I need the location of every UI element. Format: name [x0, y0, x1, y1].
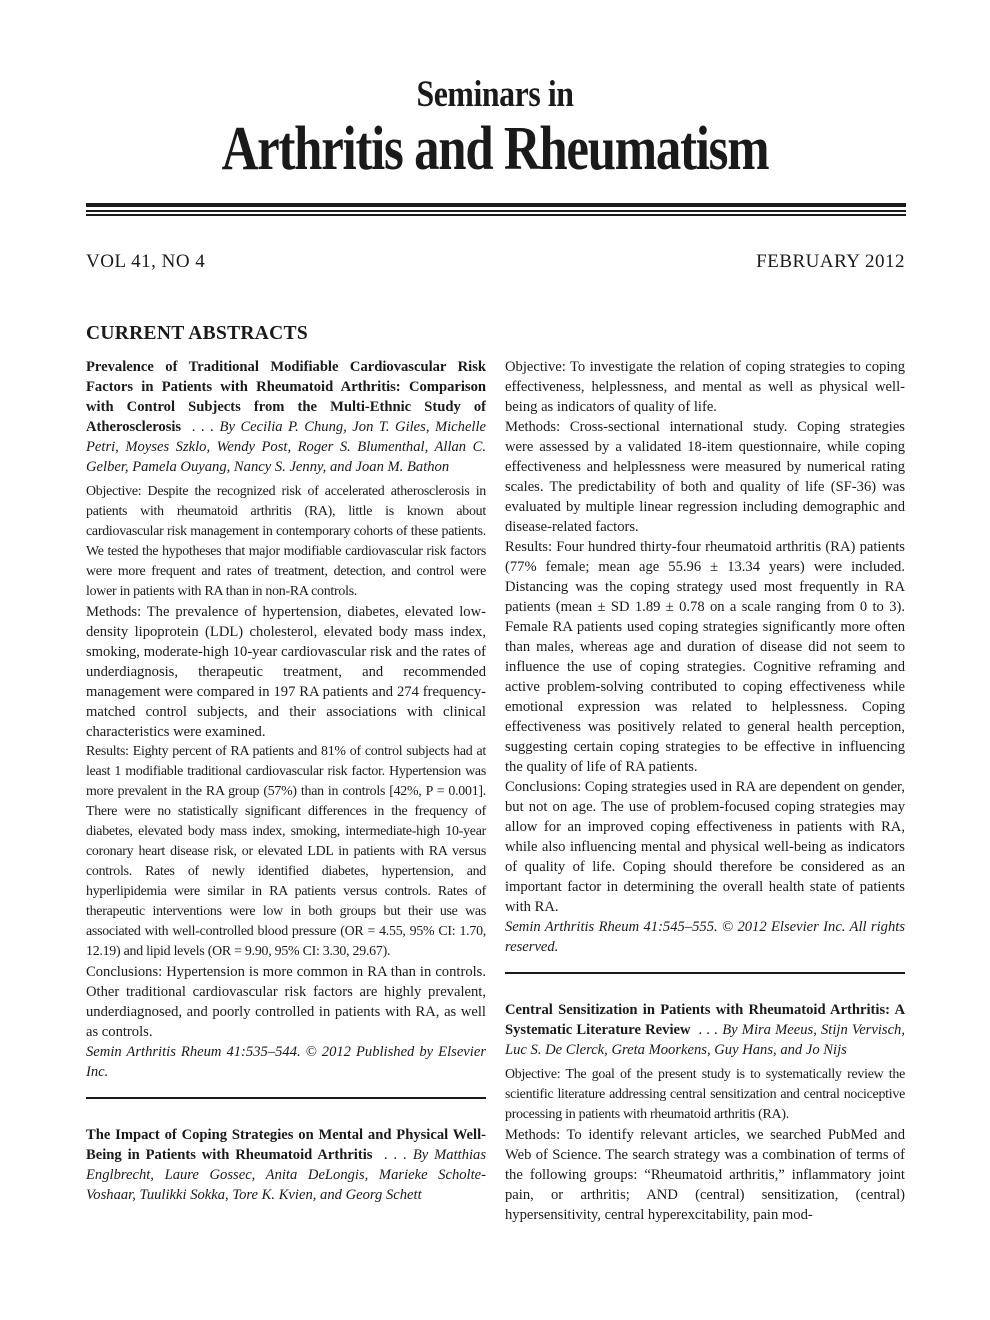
- article-3-header: [505, 1000, 905, 1060]
- journal-title-small: Seminars in: [416, 74, 574, 115]
- article-2-methods: Methods: Cross-sectional international study. Coping strategies were assessed by a validated 18-item questionnaire, while coping effectiveness and helplessness were measured by numerical rating scales. The predictability of both and quality of life (SF-36) was evaluated by multiple linear regression including demographic and disease-related factors.: [505, 419, 905, 535]
- article-1-objective: Objective: Despite the recognized risk of accelerated atherosclerosis in patients with rheumatoid arthritis (RA), little is known about cardiovascular risk management in contemporary cohorts of these patients. We tested the hypotheses that major modifiable cardiovascular risk factors were more frequent and rates of treatment, detection, and control were lower in patients with RA than in non-RA controls.: [86, 484, 486, 599]
- article-2-by-text: . . . By: [384, 1146, 429, 1163]
- spacer: [86, 1099, 486, 1125]
- article-3-by-text: . . . By: [698, 1021, 738, 1038]
- article-1-citation: Semin Arthritis Rheum 41:535–544. © 2012 Published by Elsevier Inc.: [86, 1044, 486, 1080]
- article-1-authors: Cecilia P. Chung, Jon T. Giles, Michelle Petri, Moyses Szklo, Wendy Post, Roger S. Blumenthal, Allan C. Gelber, Pamela Ouyang, Nancy S. Jenny, and Joan M. Bathon: [86, 419, 487, 475]
- article-3-objective: Objective: The goal of the present study is to systematically review the scientific literature addressing central sensitization and central nociceptive processing in patients with rheumatoid arthritis (RA).: [505, 1066, 905, 1122]
- article-2-results: Results: Four hundred thirty-four rheumatoid arthritis (RA) patients (77% female; mean age 55.96 ± 13.34 years) were included. Distancing was the coping strategy used most frequently in RA patients (mean ± SD 1.89 ± 0.78 on a scale ranging from 0 to 3). Female RA patients used coping strategies significantly more often than males, whereas age and duration of disease did not seem to influence the use of coping strategies. Cognitive reframing and active problem-solving contributed to coping effectiveness while emotional expression was related to helplessness. Coping effectiveness was positively related to general health perception, suggesting certain coping strategies to be effective in influencing the quality of life of RA patients.: [505, 539, 905, 775]
- article-1-results-wrap: [86, 742, 486, 962]
- section-heading: CURRENT ABSTRACTS: [86, 323, 309, 344]
- article-1-methods: Methods: The prevalence of hypertension, diabetes, elevated low-density lipoprotein (LDL) cholesterol, elevated body mass index, smoking, moderate-high 10-year cardiovascular risk and the rates of underdiagnosis, therapeutic treatment, and recommended management were compared in 197 RA patients and 274 frequency-matched control subjects, and their associations with clinical characteristics were examined.: [86, 604, 486, 740]
- journal-masthead: [0, 72, 990, 182]
- article-2-header: [86, 1125, 486, 1205]
- issue-date: FEBRUARY 2012: [756, 251, 905, 272]
- article-1-header: [86, 357, 486, 477]
- article-2-title: The Impact of Coping Strategies on Mental and Physical Well-Being in Patients with Rheumatoid Arthritis: [86, 1126, 486, 1163]
- article-1-conclusions: Conclusions: Hypertension is more common in RA than in controls. Other traditional cardiovascular risk factors are highly prevalent, underdiagnosed, and poorly controlled in patients with RA, as well as controls.: [86, 964, 486, 1040]
- article-2-citation: Semin Arthritis Rheum 41:545–555. © 2012 Elsevier Inc. All rights reserved.: [505, 919, 905, 955]
- header-rule-thin-2: [86, 214, 906, 216]
- article-2-conclusions: Conclusions: Coping strategies used in RA are dependent on gender, but not on age. The use of problem-focused coping strategies may allow for an improved coping effectiveness in patients with RA, while also influencing mental and physical well-being as indicators of quality of life. Coping should therefore be considered as an important factor in determining the overall health state of patients with RA.: [505, 779, 905, 915]
- article-2-objective: Objective: To investigate the relation of coping strategies to coping effectiveness, helplessness, and mental as well as physical well-being as indicators of quality of life.: [505, 359, 905, 415]
- article-3-methods: Methods: To identify relevant articles, we searched PubMed and Web of Science. The search strategy was a combination of terms of the following groups: “Rheumatoid arthritis,” inflammatory joint pain, or arthritis; AND (central) sensitization, (central) hypersensitivity, central hyperexcitability, pain mod-: [505, 1126, 905, 1223]
- article-3-body: [505, 1065, 905, 1125]
- article-1-title: Prevalence of Traditional Modifiable Cardiovascular Risk Factors in Patients with Rheumatoid Arthritis: Comparison with Control Subjects from the Multi-Ethnic Study of Atherosclerosis: [86, 359, 486, 435]
- header-rule-thick: [86, 203, 906, 207]
- article-1-results: Results: Eighty percent of RA patients and 81% of control subjects had at least 1 modifiable traditional cardiovascular risk factor. Hypertension was more prevalent in the RA group (57%) than in controls [42%, P = 0.001]. There were no statistically significant differences in the frequency of diabetes, elevated body mass index, smoking, intermediate-high 10-year coronary heart disease risk, or elevated LDL in patients with RA versus controls. Rates of newly identified diabetes, hypertension, and hyperlipidemia were similar in RA patients versus controls. Rates of therapeutic interventions were low in both groups but their use was associated with well-controlled blood pressure (OR = 4.55, 95% CI: 1.70, 12.19) and lipid levels (OR = 9.90, 95% CI: 3.30, 29.67).: [86, 744, 486, 959]
- article-3-authors: Mira Meeus, Stijn Vervisch, Luc S. De Clerck, Greta Moorkens, Guy Hans, and Jo Nijs: [505, 1021, 905, 1058]
- article-1-by-text: . . . By: [192, 419, 235, 435]
- journal-title-large: Arthritis and Rheumatism: [221, 115, 769, 183]
- article-3-title: Central Sensitization in Patients with Rheumatoid Arthritis: A Systematic Literature Review: [505, 1001, 905, 1038]
- spacer: [505, 974, 905, 1000]
- article-2-authors: Matthias Englbrecht, Laure Gossec, Anita DeLongis, Marieke Scholte-Voshaar, Tuulikki Sokka, Tore K. Kvien, and Georg Schett: [86, 1146, 487, 1203]
- right-column: [505, 357, 905, 1225]
- volume-issue: VOL 41, NO 4: [86, 251, 206, 272]
- header-rule-thin-1: [86, 210, 906, 212]
- article-1-body: [86, 482, 486, 602]
- left-column: [86, 357, 486, 1210]
